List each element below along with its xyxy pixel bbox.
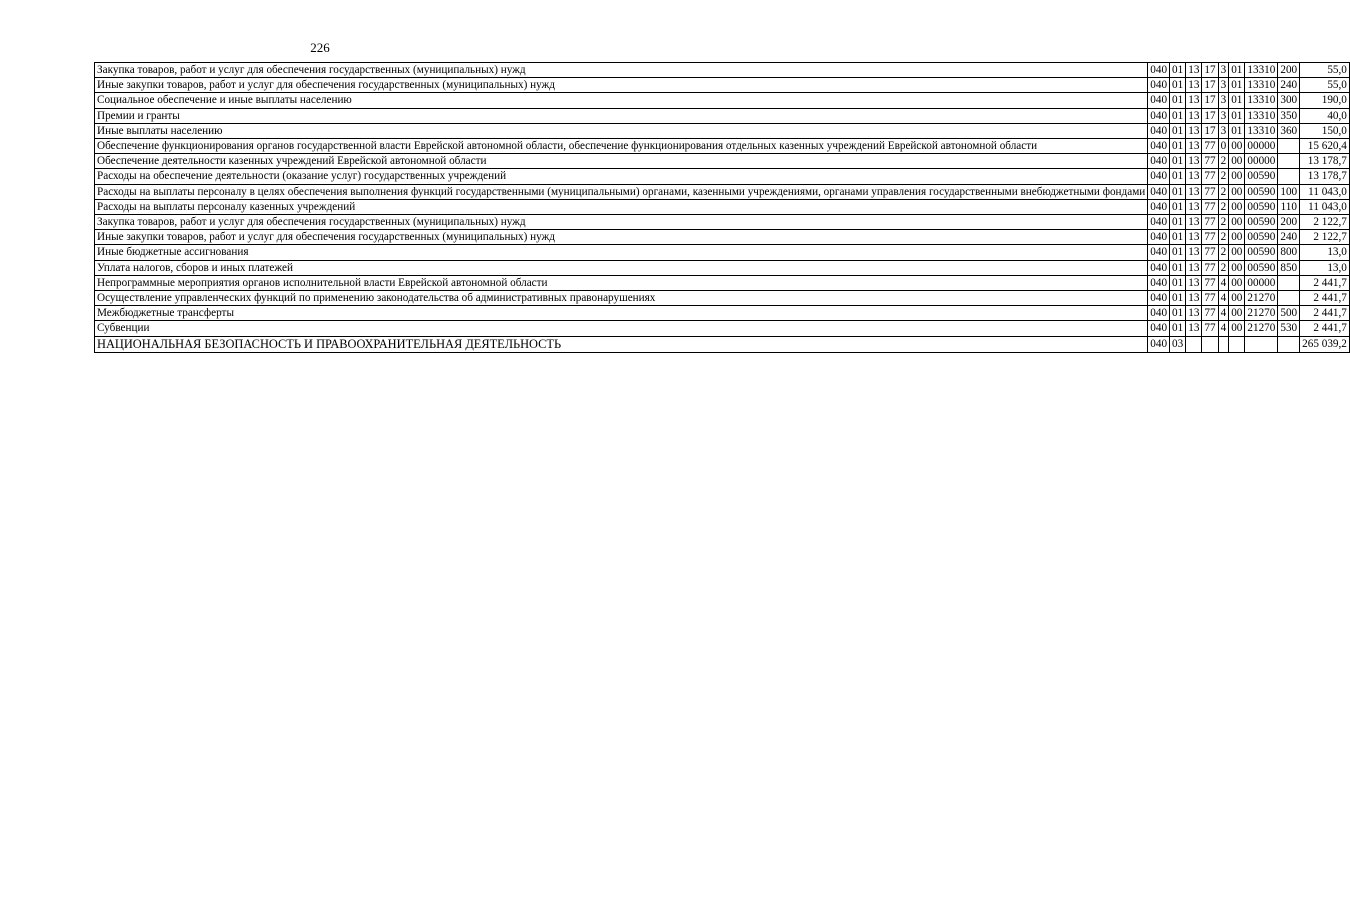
table-row [95, 230, 1350, 245]
code-c5: 2 [1218, 184, 1229, 199]
code-c3: 13 [1186, 78, 1202, 93]
code-c7: 00000 [1245, 154, 1278, 169]
code-c3: 13 [1186, 291, 1202, 306]
code-c7: 13310 [1245, 123, 1278, 138]
row-name: Субвенции [95, 321, 1148, 336]
code-c5: 2 [1218, 199, 1229, 214]
code-c6: 00 [1229, 275, 1245, 290]
code-c5: 3 [1218, 93, 1229, 108]
row-amount: 40,0 [1300, 108, 1350, 123]
code-c4: 77 [1202, 260, 1218, 275]
table-row [95, 215, 1350, 230]
code-c8: 240 [1278, 230, 1300, 245]
code-c5: 3 [1218, 63, 1229, 78]
code-c5: 2 [1218, 260, 1229, 275]
code-c4: 77 [1202, 215, 1218, 230]
row-name: Иные закупки товаров, работ и услуг для обеспечения государственных (муниципальных) нужд [95, 230, 1148, 245]
code-c6: 00 [1229, 169, 1245, 184]
row-name: Обеспечение деятельности казенных учреждений Еврейской автономной области [95, 154, 1148, 169]
code-c4: 77 [1202, 169, 1218, 184]
code-c8: 200 [1278, 215, 1300, 230]
row-name: Иные выплаты населению [95, 123, 1148, 138]
row-name: Расходы на выплаты персоналу в целях обеспечения выполнения функций государственными (муниципальными) органами, казенными учреждениями, органами управления государственными внебюджетными фондами [95, 184, 1148, 199]
code-c1: 040 [1148, 230, 1170, 245]
code-c6: 01 [1229, 108, 1245, 123]
code-c1: 040 [1148, 199, 1170, 214]
code-c5: 3 [1218, 123, 1229, 138]
code-c6: 00 [1229, 321, 1245, 336]
row-name: Осуществление управленческих функций по применению законодательства об административных правонарушениях [95, 291, 1148, 306]
code-c6: 01 [1229, 93, 1245, 108]
code-c7: 00590 [1245, 230, 1278, 245]
row-name: Расходы на выплаты персоналу казенных учреждений [95, 199, 1148, 214]
code-c5: 4 [1218, 306, 1229, 321]
table-row [95, 63, 1350, 78]
code-c3: 13 [1186, 215, 1202, 230]
code-c8: 110 [1278, 199, 1300, 214]
code-c6: 00 [1229, 306, 1245, 321]
code-c6: 00 [1229, 139, 1245, 154]
row-amount: 11 043,0 [1300, 199, 1350, 214]
code-c6: 00 [1229, 215, 1245, 230]
table-row [95, 321, 1350, 336]
code-c8 [1278, 139, 1300, 154]
code-c6: 00 [1229, 184, 1245, 199]
code-c4: 77 [1202, 321, 1218, 336]
code-c2: 01 [1170, 93, 1186, 108]
table-row [95, 169, 1350, 184]
code-c2: 01 [1170, 291, 1186, 306]
code-c7: 00590 [1245, 245, 1278, 260]
code-c6: 01 [1229, 123, 1245, 138]
code-c2: 01 [1170, 139, 1186, 154]
table-row [95, 245, 1350, 260]
code-c8: 350 [1278, 108, 1300, 123]
row-amount: 13,0 [1300, 245, 1350, 260]
code-c2: 01 [1170, 184, 1186, 199]
code-c4 [1202, 336, 1218, 352]
row-amount: 190,0 [1300, 93, 1350, 108]
code-c3: 13 [1186, 154, 1202, 169]
code-c4: 17 [1202, 78, 1218, 93]
code-c5: 3 [1218, 78, 1229, 93]
code-c1: 040 [1148, 123, 1170, 138]
row-amount: 265 039,2 [1300, 336, 1350, 352]
code-c7: 13310 [1245, 63, 1278, 78]
row-amount: 2 441,7 [1300, 291, 1350, 306]
row-amount: 2 441,7 [1300, 306, 1350, 321]
code-c5 [1218, 336, 1229, 352]
code-c7: 13310 [1245, 108, 1278, 123]
code-c6: 00 [1229, 260, 1245, 275]
code-c2: 01 [1170, 108, 1186, 123]
row-amount: 13,0 [1300, 260, 1350, 275]
row-amount: 55,0 [1300, 78, 1350, 93]
code-c3: 13 [1186, 275, 1202, 290]
code-c1: 040 [1148, 108, 1170, 123]
code-c4: 77 [1202, 184, 1218, 199]
code-c5: 2 [1218, 230, 1229, 245]
row-name: Непрограммные мероприятия органов исполнительной власти Еврейской автономной области [95, 275, 1148, 290]
code-c7: 00590 [1245, 260, 1278, 275]
code-c2: 01 [1170, 306, 1186, 321]
code-c2: 01 [1170, 230, 1186, 245]
code-c1: 040 [1148, 184, 1170, 199]
section-heading-row [95, 336, 1350, 352]
code-c7: 21270 [1245, 321, 1278, 336]
code-c2: 01 [1170, 78, 1186, 93]
code-c2: 01 [1170, 169, 1186, 184]
code-c3: 13 [1186, 230, 1202, 245]
code-c7: 00000 [1245, 275, 1278, 290]
code-c3: 13 [1186, 93, 1202, 108]
code-c8: 530 [1278, 321, 1300, 336]
table-row [95, 123, 1350, 138]
row-amount: 150,0 [1300, 123, 1350, 138]
row-name: Премии и гранты [95, 108, 1148, 123]
code-c1: 040 [1148, 321, 1170, 336]
code-c5: 4 [1218, 291, 1229, 306]
code-c8: 100 [1278, 184, 1300, 199]
code-c2: 01 [1170, 260, 1186, 275]
page-number: 226 [310, 40, 330, 55]
table-row [95, 184, 1350, 199]
budget-table [94, 62, 1350, 353]
code-c8: 800 [1278, 245, 1300, 260]
code-c8 [1278, 336, 1300, 352]
code-c6: 00 [1229, 199, 1245, 214]
table-row [95, 260, 1350, 275]
table-row [95, 108, 1350, 123]
row-name: Иные закупки товаров, работ и услуг для обеспечения государственных (муниципальных) нужд [95, 78, 1148, 93]
code-c3: 13 [1186, 108, 1202, 123]
code-c6: 00 [1229, 245, 1245, 260]
code-c6: 00 [1229, 291, 1245, 306]
code-c8 [1278, 291, 1300, 306]
table-row [95, 78, 1350, 93]
row-name: НАЦИОНАЛЬНАЯ БЕЗОПАСНОСТЬ И ПРАВООХРАНИТЕЛЬНАЯ ДЕЯТЕЛЬНОСТЬ [95, 336, 1148, 352]
code-c7: 13310 [1245, 78, 1278, 93]
code-c1: 040 [1148, 63, 1170, 78]
row-amount: 55,0 [1300, 63, 1350, 78]
row-amount: 11 043,0 [1300, 184, 1350, 199]
code-c3: 13 [1186, 63, 1202, 78]
code-c4: 77 [1202, 139, 1218, 154]
code-c2: 01 [1170, 321, 1186, 336]
code-c6: 00 [1229, 154, 1245, 169]
code-c2: 03 [1170, 336, 1186, 352]
code-c4: 77 [1202, 230, 1218, 245]
code-c1: 040 [1148, 78, 1170, 93]
table-row [95, 306, 1350, 321]
code-c5: 4 [1218, 321, 1229, 336]
code-c7: 00000 [1245, 139, 1278, 154]
code-c4: 17 [1202, 123, 1218, 138]
row-name: Обеспечение функционирования органов государственной власти Еврейской автономной области, обеспечение функционирования отдельных казенных учреждений Еврейской автономной области [95, 139, 1148, 154]
code-c4: 77 [1202, 291, 1218, 306]
table-row [95, 291, 1350, 306]
code-c1: 040 [1148, 154, 1170, 169]
code-c4: 17 [1202, 93, 1218, 108]
code-c2: 01 [1170, 123, 1186, 138]
code-c5: 0 [1218, 139, 1229, 154]
row-amount: 2 441,7 [1300, 321, 1350, 336]
code-c7: 00590 [1245, 184, 1278, 199]
code-c2: 01 [1170, 215, 1186, 230]
code-c8 [1278, 275, 1300, 290]
code-c7: 13310 [1245, 93, 1278, 108]
code-c8: 500 [1278, 306, 1300, 321]
code-c8: 300 [1278, 93, 1300, 108]
code-c8: 240 [1278, 78, 1300, 93]
code-c8 [1278, 169, 1300, 184]
code-c5: 4 [1218, 275, 1229, 290]
code-c3: 13 [1186, 184, 1202, 199]
code-c8: 200 [1278, 63, 1300, 78]
row-amount: 15 620,4 [1300, 139, 1350, 154]
code-c5: 3 [1218, 108, 1229, 123]
code-c3: 13 [1186, 199, 1202, 214]
row-amount: 2 441,7 [1300, 275, 1350, 290]
code-c5: 2 [1218, 154, 1229, 169]
code-c3: 13 [1186, 123, 1202, 138]
code-c7 [1245, 336, 1278, 352]
code-c3: 13 [1186, 321, 1202, 336]
code-c4: 77 [1202, 199, 1218, 214]
code-c8: 850 [1278, 260, 1300, 275]
row-name: Закупка товаров, работ и услуг для обеспечения государственных (муниципальных) нужд [95, 63, 1148, 78]
table-row [95, 93, 1350, 108]
row-name: Расходы на обеспечение деятельности (оказание услуг) государственных учреждений [95, 169, 1148, 184]
code-c2: 01 [1170, 199, 1186, 214]
code-c6: 01 [1229, 78, 1245, 93]
code-c6: 01 [1229, 63, 1245, 78]
code-c7: 00590 [1245, 215, 1278, 230]
row-amount: 13 178,7 [1300, 154, 1350, 169]
code-c5: 2 [1218, 169, 1229, 184]
code-c7: 21270 [1245, 306, 1278, 321]
code-c4: 17 [1202, 63, 1218, 78]
code-c6: 00 [1229, 230, 1245, 245]
table-row [95, 199, 1350, 214]
code-c2: 01 [1170, 275, 1186, 290]
code-c2: 01 [1170, 154, 1186, 169]
code-c1: 040 [1148, 260, 1170, 275]
code-c1: 040 [1148, 245, 1170, 260]
code-c4: 77 [1202, 275, 1218, 290]
row-name: Социальное обеспечение и иные выплаты населению [95, 93, 1148, 108]
row-name: Иные бюджетные ассигнования [95, 245, 1148, 260]
code-c5: 2 [1218, 215, 1229, 230]
code-c1: 040 [1148, 169, 1170, 184]
row-name: Закупка товаров, работ и услуг для обеспечения государственных (муниципальных) нужд [95, 215, 1148, 230]
code-c3: 13 [1186, 306, 1202, 321]
code-c3: 13 [1186, 245, 1202, 260]
code-c3 [1186, 336, 1202, 352]
code-c2: 01 [1170, 245, 1186, 260]
code-c2: 01 [1170, 63, 1186, 78]
code-c1: 040 [1148, 215, 1170, 230]
code-c1: 040 [1148, 336, 1170, 352]
code-c1: 040 [1148, 139, 1170, 154]
code-c5: 2 [1218, 245, 1229, 260]
code-c4: 77 [1202, 306, 1218, 321]
code-c7: 00590 [1245, 199, 1278, 214]
table-row [95, 139, 1350, 154]
code-c1: 040 [1148, 93, 1170, 108]
code-c1: 040 [1148, 306, 1170, 321]
row-amount: 2 122,7 [1300, 215, 1350, 230]
table-row [95, 275, 1350, 290]
code-c1: 040 [1148, 275, 1170, 290]
row-name: Уплата налогов, сборов и иных платежей [95, 260, 1148, 275]
row-amount: 13 178,7 [1300, 169, 1350, 184]
code-c7: 00590 [1245, 169, 1278, 184]
table-row [95, 154, 1350, 169]
code-c1: 040 [1148, 291, 1170, 306]
code-c8: 360 [1278, 123, 1300, 138]
code-c6 [1229, 336, 1245, 352]
code-c4: 77 [1202, 154, 1218, 169]
code-c3: 13 [1186, 169, 1202, 184]
code-c3: 13 [1186, 139, 1202, 154]
code-c7: 21270 [1245, 291, 1278, 306]
code-c4: 17 [1202, 108, 1218, 123]
row-amount: 2 122,7 [1300, 230, 1350, 245]
row-name: Межбюджетные трансферты [95, 306, 1148, 321]
code-c4: 77 [1202, 245, 1218, 260]
code-c8 [1278, 154, 1300, 169]
code-c3: 13 [1186, 260, 1202, 275]
